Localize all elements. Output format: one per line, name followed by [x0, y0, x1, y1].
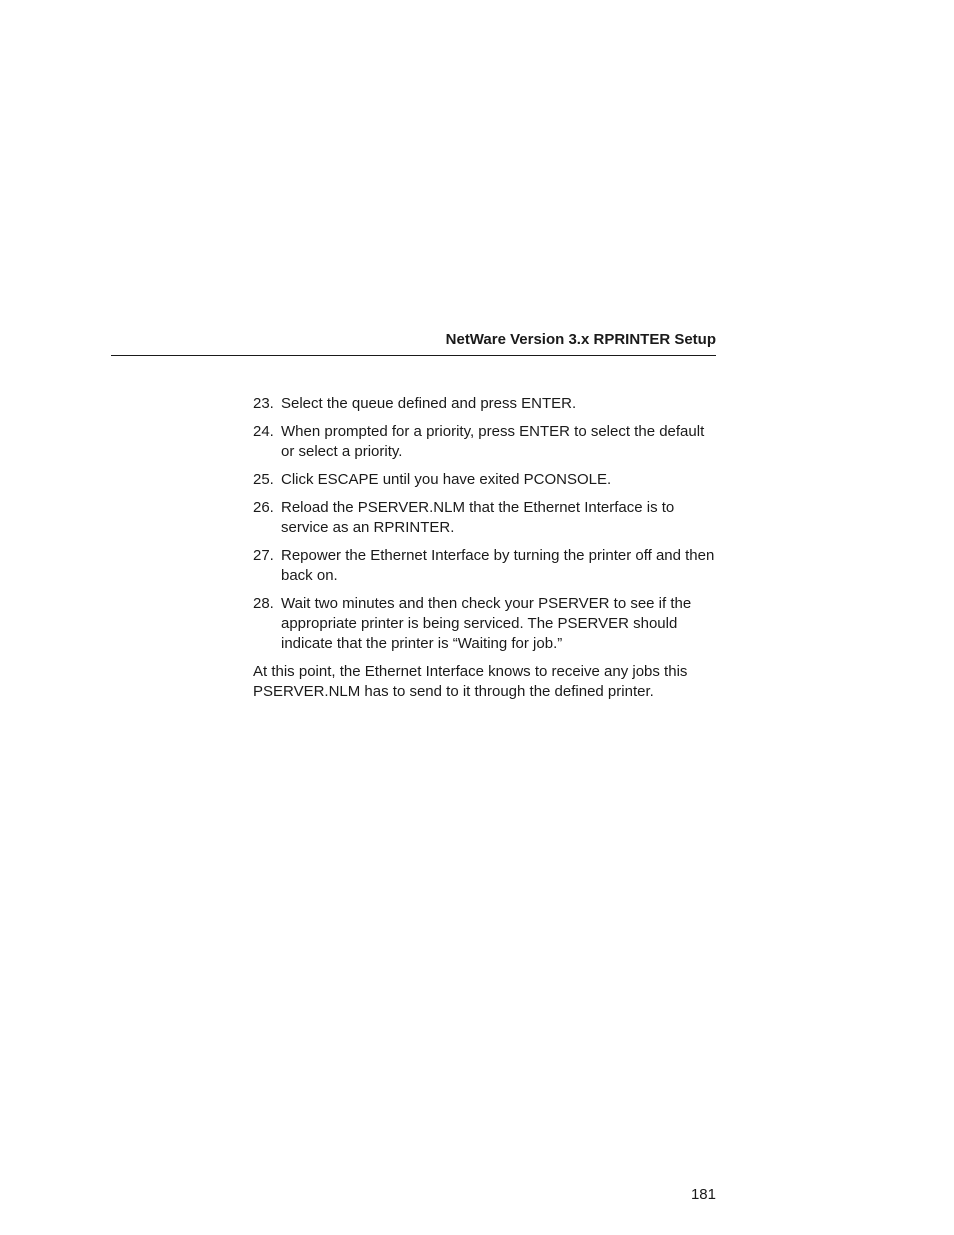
step-item — [253, 394, 716, 414]
closing-paragraph: At this point, the Ethernet Interface knows to receive any jobs this PSERVER.NLM has to send to it through the defined printer. — [253, 663, 688, 700]
step-item — [253, 594, 716, 654]
running-header — [111, 331, 716, 356]
step-text: Reload the PSERVER.NLM that the Ethernet Interface is to service as an RPRINTER. — [281, 499, 675, 536]
step-number: 28. — [253, 595, 274, 612]
step-text: Wait two minutes and then check your PSERVER to see if the appropriate printer is being serviced. The PSERVER should indicate that the printer is “Waiting for job.” — [281, 595, 692, 652]
step-text: Click ESCAPE until you have exited PCONSOLE. — [281, 471, 612, 488]
step-item — [253, 422, 716, 462]
page-body — [253, 394, 716, 702]
step-text: Repower the Ethernet Interface by turning the printer off and then back on. — [281, 547, 715, 584]
step-text: When prompted for a priority, press ENTER to select the default or select a priority. — [281, 423, 705, 460]
step-number: 25. — [253, 471, 274, 488]
step-number: 23. — [253, 395, 274, 412]
step-number: 27. — [253, 547, 274, 564]
section-title: NetWare Version 3.x RPRINTER Setup — [445, 331, 716, 348]
step-item — [253, 470, 716, 490]
page-number: 181 — [690, 1186, 716, 1203]
step-number: 26. — [253, 499, 274, 516]
step-number: 24. — [253, 423, 274, 440]
step-item — [253, 498, 716, 538]
procedure-steps — [253, 394, 716, 654]
step-item — [253, 546, 716, 586]
step-text: Select the queue defined and press ENTER. — [281, 395, 577, 412]
